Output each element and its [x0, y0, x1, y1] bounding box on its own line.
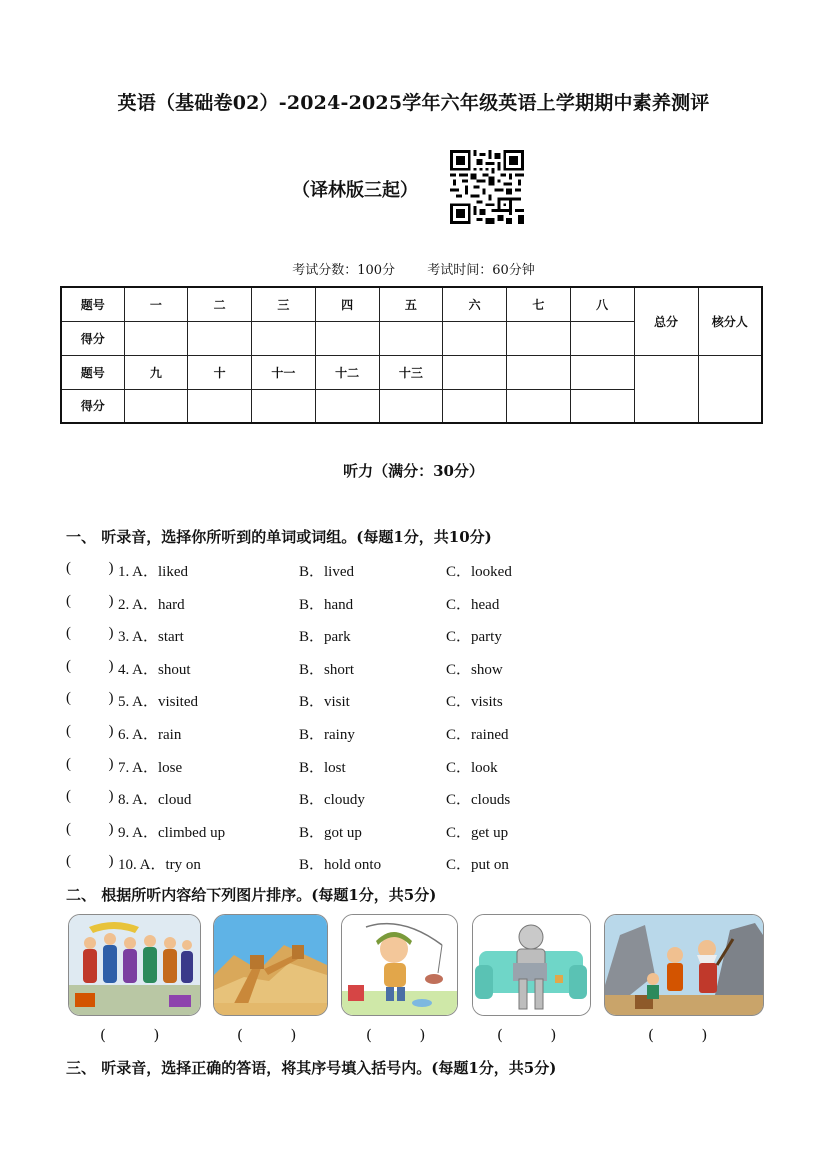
row3-label: 题号 — [61, 355, 124, 389]
score-input-cell[interactable] — [315, 389, 379, 423]
answer-bracket[interactable]: ( ) — [66, 788, 114, 805]
option-a: 10. A．try on — [118, 857, 201, 874]
score-input-cell[interactable] — [252, 389, 316, 423]
score-table-cell: 二 — [188, 287, 252, 321]
list-item — [66, 819, 766, 852]
part2-title: 二、 根据所听内容给下列图片排序。(每题1分，共5分) — [66, 886, 437, 904]
option-b: B．got up — [299, 824, 362, 841]
checker-cell[interactable] — [698, 355, 762, 423]
score-table-cell — [507, 355, 571, 389]
option-b: B．cloudy — [299, 792, 365, 809]
list-item — [66, 754, 766, 787]
answer-bracket[interactable]: ( ) — [66, 657, 114, 674]
score-table-cell: 九 — [124, 355, 188, 389]
score-input-cell[interactable] — [379, 389, 443, 423]
score-table-cell: 七 — [507, 287, 571, 321]
score-input-cell[interactable] — [188, 321, 252, 355]
score-table-cell: 四 — [315, 287, 379, 321]
list-item — [66, 851, 766, 884]
score-input-cell[interactable] — [443, 389, 507, 423]
score-table — [60, 286, 763, 424]
score-table-cell: 十二 — [315, 355, 379, 389]
option-c: C．get up — [446, 824, 509, 841]
option-a: 8. A．cloud — [118, 792, 192, 809]
old-man-mountain-picture — [604, 914, 764, 1016]
exam-info — [0, 259, 827, 278]
option-b: B．lived — [299, 564, 354, 580]
row1-label: 题号 — [61, 287, 124, 321]
score-input-cell[interactable] — [507, 389, 571, 423]
parade-picture — [68, 914, 201, 1016]
score-input-cell[interactable] — [443, 321, 507, 355]
page-subtitle: （译林版三起） — [292, 180, 418, 201]
answer-bracket[interactable]: ( ) — [648, 1026, 708, 1044]
score-input-cell[interactable] — [570, 321, 634, 355]
score-input-cell[interactable] — [188, 389, 252, 423]
list-item — [66, 591, 766, 624]
checker-label: 核分人 — [698, 287, 762, 355]
option-b: B．park — [299, 629, 351, 646]
option-a: 3. A．start — [118, 629, 184, 646]
answer-bracket[interactable]: ( ) — [66, 625, 114, 642]
listening-heading: 听力（满分：30分） — [343, 462, 484, 480]
option-c: C．rained — [446, 726, 509, 743]
answer-bracket[interactable]: ( ) — [66, 820, 114, 837]
option-b: B．lost — [299, 759, 346, 776]
score-input-cell[interactable] — [124, 321, 188, 355]
option-a: 5. A．visited — [118, 694, 199, 711]
part2-pictures — [0, 914, 827, 1024]
answer-bracket[interactable]: ( ) — [66, 690, 114, 707]
page-title: 英语（基础卷02）-2024-2025学年六年级英语上学期期中素养测评 — [117, 92, 710, 114]
score-table-cell: 三 — [252, 287, 316, 321]
answer-bracket[interactable]: ( ) — [100, 1026, 160, 1044]
answer-bracket[interactable]: ( ) — [66, 592, 114, 609]
total-label: 总分 — [634, 287, 698, 355]
option-c: C．clouds — [446, 792, 511, 809]
score-table-cell: 十一 — [252, 355, 316, 389]
score-input-cell[interactable] — [570, 389, 634, 423]
score-input-cell[interactable] — [315, 321, 379, 355]
list-item — [66, 688, 766, 721]
part1-items — [66, 558, 766, 884]
fishing-boy-picture — [341, 914, 458, 1016]
answer-bracket[interactable]: ( ) — [66, 560, 114, 576]
answer-bracket[interactable]: ( ) — [366, 1026, 426, 1044]
option-c: C．show — [446, 661, 503, 678]
option-b: B．hand — [299, 596, 354, 613]
row4-label: 得分 — [61, 389, 124, 423]
list-item — [66, 558, 766, 591]
qr-code-icon — [450, 150, 524, 224]
great-wall-picture — [213, 914, 328, 1016]
robot-laptop-picture — [472, 914, 591, 1016]
option-a: 7. A．lose — [118, 759, 183, 776]
option-b: B．short — [299, 661, 355, 678]
score-table-cell: 十 — [188, 355, 252, 389]
score-input-cell[interactable] — [252, 321, 316, 355]
exam-time: 考试时间：60分钟 — [427, 263, 535, 278]
option-b: B．rainy — [299, 726, 355, 743]
option-c: C．looked — [446, 564, 512, 580]
option-c: C．look — [446, 759, 498, 776]
score-input-cell[interactable] — [379, 321, 443, 355]
score-table-cell: 一 — [124, 287, 188, 321]
option-a: 4. A．shout — [118, 661, 191, 678]
list-item — [66, 721, 766, 754]
part3-title: 三、 听录音，选择正确的答语，将其序号填入括号内。(每题1分，共5分) — [66, 1059, 557, 1077]
option-a: 9. A．climbed up — [118, 824, 226, 841]
score-table-cell — [443, 355, 507, 389]
score-table-cell: 五 — [379, 287, 443, 321]
score-table-cell: 八 — [570, 287, 634, 321]
answer-bracket[interactable]: ( ) — [237, 1026, 297, 1044]
answer-bracket[interactable]: ( ) — [66, 755, 114, 772]
option-a: 2. A．hard — [118, 596, 185, 613]
option-a: 6. A．rain — [118, 726, 182, 743]
score-input-cell[interactable] — [124, 389, 188, 423]
answer-bracket[interactable]: ( ) — [497, 1026, 557, 1044]
score-table-cell: 六 — [443, 287, 507, 321]
option-b: B．visit — [299, 694, 350, 711]
option-c: C．visits — [446, 694, 503, 711]
list-item — [66, 786, 766, 819]
list-item — [66, 623, 766, 656]
option-b: B．hold onto — [299, 857, 382, 874]
answer-bracket[interactable]: ( ) — [66, 722, 114, 739]
option-c: C．head — [446, 596, 500, 613]
option-a: 1. A．liked — [118, 564, 188, 580]
option-c: C．put on — [446, 857, 509, 874]
score-table-cell — [570, 355, 634, 389]
total-score-cell[interactable] — [634, 355, 698, 423]
option-c: C．party — [446, 629, 502, 646]
list-item — [66, 656, 766, 689]
answer-bracket[interactable]: ( ) — [66, 853, 114, 870]
score-table-cell: 十三 — [379, 355, 443, 389]
part1-title: 一、 听录音，选择你所听到的单词或词组。(每题1分，共10分) — [66, 528, 492, 546]
exam-score: 考试分数：100分 — [292, 263, 396, 278]
row2-label: 得分 — [61, 321, 124, 355]
score-input-cell[interactable] — [507, 321, 571, 355]
